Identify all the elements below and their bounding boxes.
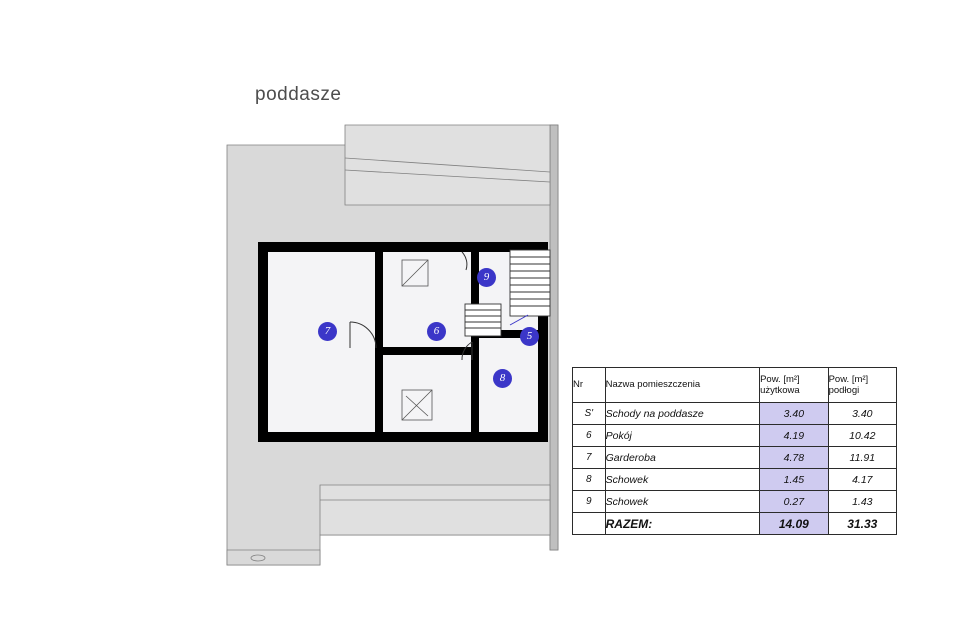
cell-nr: 8 <box>573 469 606 491</box>
header-uzytkowa-line2: użytkowa <box>760 385 800 396</box>
table-total-row <box>573 513 897 535</box>
cell-uzytkowa: 0.27 <box>760 491 829 513</box>
table-header-row <box>573 368 897 403</box>
cell-name: Schowek <box>605 469 759 491</box>
cell-uzytkowa: 4.78 <box>760 447 829 469</box>
total-nr-cell <box>573 513 606 535</box>
header-name: Nazwa pomieszczenia <box>605 368 759 403</box>
cell-name: Schowek <box>605 491 759 513</box>
cell-name: Schody na poddasze <box>605 403 759 425</box>
total-label: RAZEM: <box>605 513 759 535</box>
room-badge-5[interactable]: 5 <box>520 327 539 346</box>
cell-uzytkowa: 1.45 <box>760 469 829 491</box>
attic-walls <box>258 242 548 442</box>
header-uzytkowa-line1: Pow. [m²] <box>760 373 800 385</box>
total-podlogi: 31.33 <box>828 513 896 535</box>
table-row <box>573 447 897 469</box>
room-area-table <box>572 367 897 535</box>
room-badge-6[interactable]: 6 <box>427 322 446 341</box>
cell-name: Pokój <box>605 425 759 447</box>
cell-podlogi: 3.40 <box>828 403 896 425</box>
header-podlogi-line1: Pow. [m²] <box>828 373 869 385</box>
cell-nr: 6 <box>573 425 606 447</box>
table-row <box>573 425 897 447</box>
header-podlogi <box>828 368 896 403</box>
room-badge-8[interactable]: 8 <box>493 369 512 388</box>
header-podlogi-line2: podłogi <box>828 385 860 396</box>
cell-uzytkowa: 3.40 <box>760 403 829 425</box>
cell-nr: 7 <box>573 447 606 469</box>
cell-podlogi: 1.43 <box>828 491 896 513</box>
table-header <box>573 368 897 403</box>
cell-nr: S' <box>573 403 606 425</box>
room-badge-7[interactable]: 7 <box>318 322 337 341</box>
header-uzytkowa <box>760 368 829 403</box>
table-row <box>573 491 897 513</box>
room-badge-9[interactable]: 9 <box>477 268 496 287</box>
cell-nr: 9 <box>573 491 606 513</box>
cell-name: Garderoba <box>605 447 759 469</box>
cell-podlogi: 10.42 <box>828 425 896 447</box>
page-title: poddasze <box>255 84 342 105</box>
cell-podlogi: 11.91 <box>828 447 896 469</box>
table-row <box>573 403 897 425</box>
table-body <box>573 403 897 535</box>
total-uzytkowa: 14.09 <box>760 513 829 535</box>
table-row <box>573 469 897 491</box>
cell-podlogi: 4.17 <box>828 469 896 491</box>
header-nr: Nr <box>573 368 606 403</box>
cell-uzytkowa: 4.19 <box>760 425 829 447</box>
